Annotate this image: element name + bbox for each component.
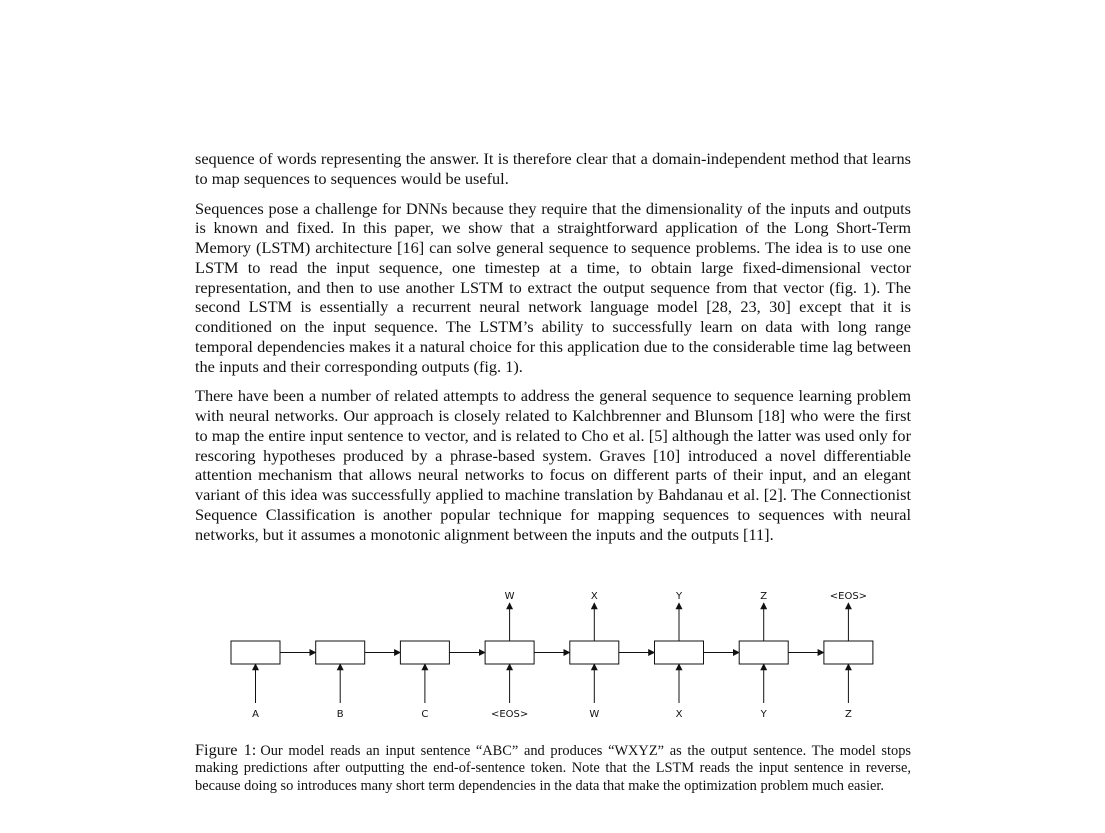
caption-tag: Figure 1: — [195, 740, 257, 759]
lstm-cell — [824, 641, 873, 664]
input-token-label: B — [336, 709, 344, 720]
input-token-label: C — [421, 709, 429, 720]
output-token-label: Z — [760, 591, 768, 602]
input-token-label: Y — [760, 709, 767, 720]
figure-caption — [195, 741, 911, 795]
lstm-diagram — [195, 585, 911, 725]
input-token-label: W — [589, 709, 600, 720]
output-token-label: Y — [675, 591, 683, 602]
lstm-cell — [400, 641, 449, 664]
input-token-label: A — [252, 709, 259, 720]
paragraph-2: Sequences pose a challenge for DNNs because they require that the dimensionality of the inputs and outputs is known and fixed. In this paper, we show that a straightforward application of the Long Short-Term Memory (LSTM) architecture [16] can solve general sequence to sequence problems. The idea is to use one LSTM to read the input sequence, one timestep at a time, to obtain large fixed-dimensional vector representation, and then to use another LSTM to extract the output sequence from that vector (fig. 1). The second LSTM is essentially a recurrent neural network language model [28, 23, 30] except that it is conditioned on the input sequence. The LSTM’s ability to successfully learn on data with long range temporal dependencies makes it a natural choice for this application due to the considerable time lag between the inputs and their corresponding outputs (fig. 1). — [195, 198, 911, 376]
output-token-label: X — [590, 591, 598, 602]
lstm-cell — [231, 641, 280, 664]
lstm-cell — [316, 641, 365, 664]
lstm-cell — [570, 641, 619, 664]
caption-text: Our model reads an input sentence “ABC” and produces “WXYZ” as the output sentence. The model stops making predictions after outputting the end-of-sentence token. Note that the LSTM reads the input sentence in reverse, because doing so introduces many short term dependencies in the data that make the optimization problem much easier. — [195, 743, 911, 794]
input-token-label: X — [675, 709, 683, 720]
output-token-label: W — [504, 591, 515, 602]
body-text — [195, 149, 911, 554]
lstm-cell — [739, 641, 788, 664]
input-token-label: Z — [844, 709, 852, 720]
paragraph-3: There have been a number of related attempts to address the general sequence to sequence learning problem with neural networks. Our approach is closely related to Kalchbrenner and Blunsom [18] who were the first to map the entire input sentence to vector, and is related to Cho et al. [5] although the latter was used only for rescoring hypotheses produced by a phrase-based system. Graves [10] introduced a novel differentiable attention mechanism that allows neural networks to focus on different parts of their input, and an elegant variant of this idea was successfully applied to machine translation by Bahdanau et al. [2]. The Connectionist Sequence Classification is another popular technique for mapping sequences to sequences with neural networks, but it assumes a monotonic alignment between the inputs and the outputs [11]. — [195, 386, 911, 544]
lstm-diagram-svg — [195, 585, 911, 725]
paragraph-1: sequence of words representing the answer. It is therefore clear that a domain-independent method that learns to map sequences to sequences would be useful. — [195, 149, 911, 188]
lstm-cell — [655, 641, 704, 664]
output-token-label: <EOS> — [829, 591, 868, 602]
lstm-cell — [485, 641, 534, 664]
input-token-label: <EOS> — [490, 709, 529, 720]
